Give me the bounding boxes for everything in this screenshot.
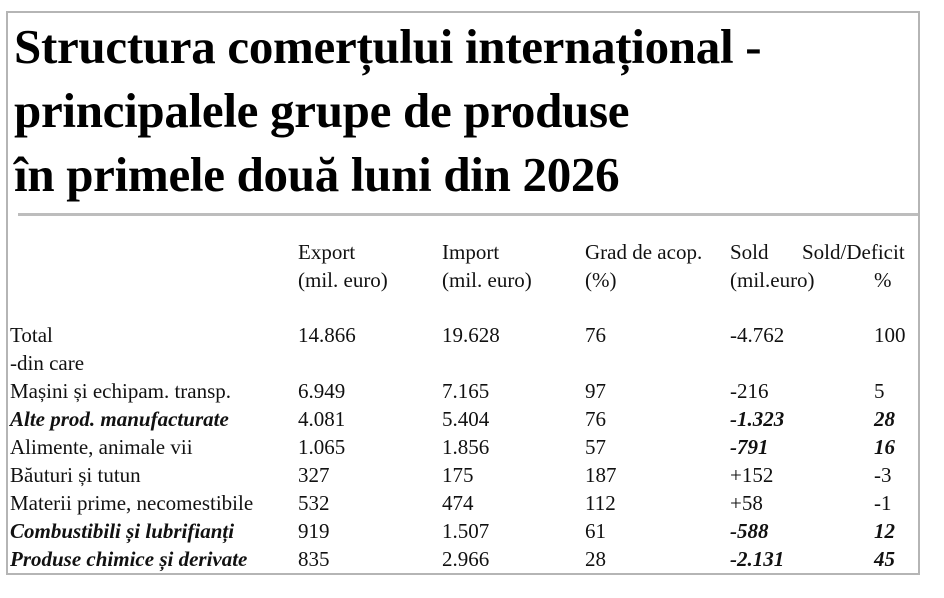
row-import: 1.507: [442, 519, 490, 543]
row-deficit: 100: [874, 323, 906, 347]
title-divider: [18, 213, 918, 216]
row-label: Mașini și echipam. transp.: [10, 379, 232, 403]
header-sold-line2: (mil.euro): [730, 268, 815, 292]
row-import: 474: [442, 491, 474, 515]
row-import: 1.856: [442, 435, 490, 459]
row-export: 4.081: [298, 407, 346, 431]
header-export-line1: Export: [298, 240, 356, 264]
header-grad-line1: Grad de acop.: [585, 240, 703, 264]
row-grad: 57: [585, 435, 606, 459]
row-import: 175: [442, 463, 474, 487]
row-label: Băuturi și tutun: [10, 463, 141, 487]
header-deficit-line1: Sold/Deficit: [802, 240, 905, 264]
row-label: Materii prime, necomestibile: [10, 491, 254, 515]
row-export: 532: [298, 491, 330, 515]
header-deficit-line2: %: [874, 268, 892, 292]
row-sold: +58: [730, 491, 763, 515]
row-grad: 97: [585, 379, 606, 403]
row-label: -din care: [10, 351, 85, 375]
row-import: 2.966: [442, 547, 490, 571]
row-label: Alimente, animale vii: [10, 435, 193, 459]
title-line-3: în primele două luni din 2026: [14, 147, 620, 202]
header-grad-line2: (%): [585, 268, 617, 292]
row-sold: -791: [730, 435, 769, 459]
row-export: 1.065: [298, 435, 346, 459]
row-import: 19.628: [442, 323, 500, 347]
row-label: Combustibili și lubrifianți: [10, 519, 235, 543]
row-grad: 76: [585, 407, 606, 431]
header-sold-line1: Sold: [730, 240, 769, 264]
row-sold: -2.131: [730, 547, 785, 571]
row-export: 6.949: [298, 379, 346, 403]
row-deficit: 28: [874, 407, 895, 431]
table-frame: [6, 11, 920, 575]
header-import-line1: Import: [442, 240, 500, 264]
row-deficit: 16: [874, 435, 895, 459]
page-title: [14, 15, 761, 207]
row-label: Alte prod. manufacturate: [10, 407, 229, 431]
row-deficit: -1: [874, 491, 892, 515]
row-deficit: 12: [874, 519, 895, 543]
header-export-line2: (mil. euro): [298, 268, 388, 292]
row-export: 835: [298, 547, 330, 571]
row-grad: 76: [585, 323, 606, 347]
row-deficit: 45: [874, 547, 895, 571]
row-export: 327: [298, 463, 330, 487]
row-sold: -4.762: [730, 323, 785, 347]
row-label: Produse chimice și derivate: [10, 547, 248, 571]
row-grad: 187: [585, 463, 617, 487]
row-sold: -216: [730, 379, 769, 403]
row-grad: 61: [585, 519, 606, 543]
row-export: 919: [298, 519, 330, 543]
row-grad: 112: [585, 491, 616, 515]
row-grad: 28: [585, 547, 606, 571]
row-deficit: 5: [874, 379, 885, 403]
row-import: 7.165: [442, 379, 490, 403]
row-sold: -588: [730, 519, 769, 543]
row-export: 14.866: [298, 323, 356, 347]
row-import: 5.404: [442, 407, 490, 431]
title-line-1: Structura comerțului internațional -: [14, 19, 762, 74]
row-sold: +152: [730, 463, 774, 487]
title-line-2: principalele grupe de produse: [14, 83, 630, 138]
header-import-line2: (mil. euro): [442, 268, 532, 292]
row-label: Total: [10, 323, 53, 347]
row-sold: -1.323: [730, 407, 785, 431]
row-deficit: -3: [874, 463, 892, 487]
